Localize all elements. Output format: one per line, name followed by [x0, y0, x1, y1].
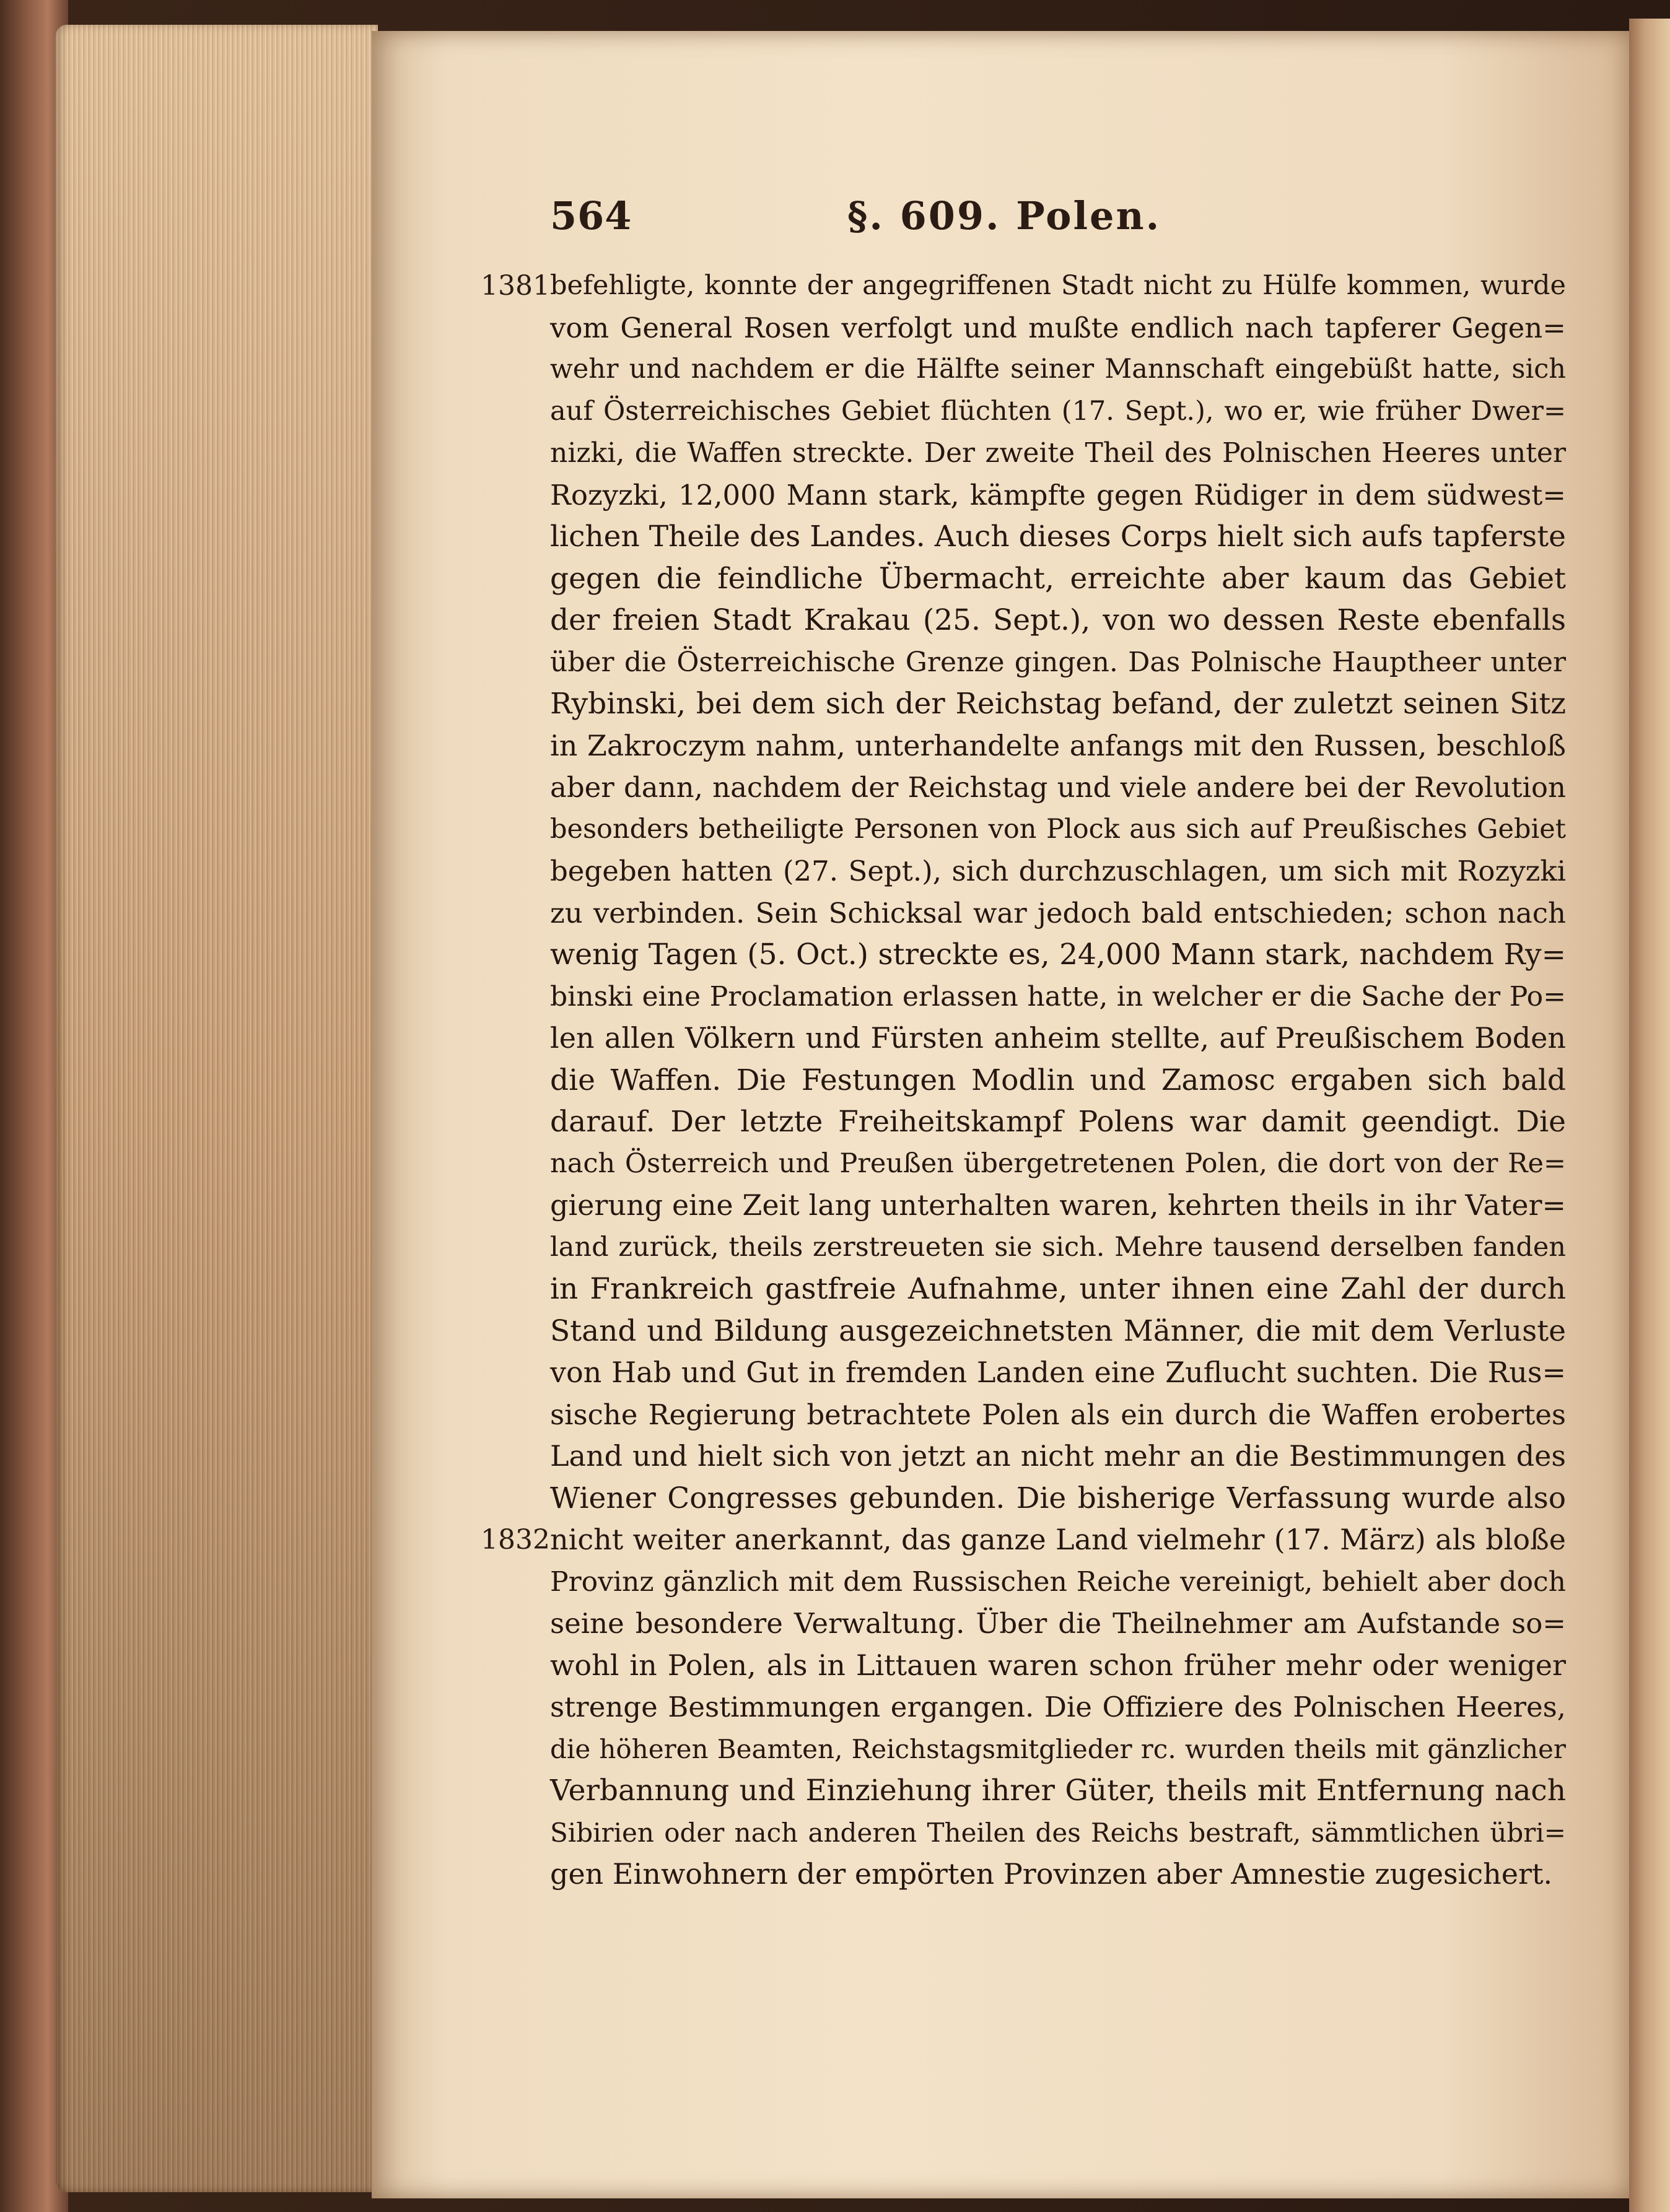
text-line: Sibirien oder nach anderen Theilen des Reichs bestraft, sämmtlichen übri= — [550, 1817, 1566, 1848]
margin-year: 1381 — [481, 270, 550, 302]
text-line: Wiener Congresses gebunden. Die bisherige Verfassung wurde also — [550, 1481, 1566, 1515]
text-line: aber dann, nachdem der Reichstag und viele andere bei der Revolution — [550, 771, 1566, 804]
text-line: Land und hielt sich von jetzt an nicht mehr an die Bestimmungen des — [550, 1439, 1566, 1473]
text-line: gegen die feindliche Übermacht, erreichte aber kaum das Gebiet — [550, 561, 1566, 596]
text-line: begeben hatten (27. Sept.), sich durchzuschlagen, um sich mit Rozyzki — [550, 855, 1566, 887]
text-line: Rybinski, bei dem sich der Reichstag befand, der zuletzt seinen Sitz — [550, 687, 1566, 721]
page-stack-edge — [56, 25, 378, 2192]
facing-page-edge — [1629, 19, 1670, 2212]
text-line: von Hab und Gut in fremden Landen eine Zuflucht suchten. Die Rus= — [550, 1356, 1566, 1389]
text-line: über die Österreichische Grenze gingen. Das Polnische Hauptheer unter — [550, 646, 1566, 678]
text-line: darauf. Der letzte Freiheitskampf Polens war damit geendigt. Die — [550, 1105, 1566, 1139]
text-line: nach Österreich und Preußen übergetretenen Polen, die dort von der Re= — [550, 1147, 1566, 1179]
text-line: vom General Rosen verfolgt und mußte endlich nach tapferer Gegen= — [550, 311, 1566, 344]
text-line: auf Österreichisches Gebiet flüchten (17. Sept.), wo er, wie früher Dwer= — [550, 395, 1566, 427]
text-line: land zurück, theils zerstreueten sie sich. Mehre tausend derselben fanden — [550, 1231, 1566, 1263]
text-line: Rozyzki, 12,000 Mann stark, kämpfte gegen Rüdiger in dem südwest= — [550, 478, 1566, 512]
text-line: die Waffen. Die Festungen Modlin und Zamosc ergaben sich bald — [550, 1063, 1566, 1097]
text-line: 1381 befehligte, konnte der angegriffenen Stadt nicht zu Hülfe kommen, wurde — [550, 265, 1566, 307]
text-line: Provinz gänzlich mit dem Russischen Reiche vereinigt, behielt aber doch — [550, 1565, 1566, 1598]
text-line: wehr und nachdem er die Hälfte seiner Mannschaft eingebüßt hatte, sich — [550, 354, 1566, 385]
text-line: Stand und Bildung ausgezeichnetsten Männer, die mit dem Verluste — [550, 1313, 1566, 1348]
text-line: sische Regierung betrachtete Polen als ein durch die Waffen erobertes — [550, 1398, 1566, 1431]
body-text — [481, 265, 1566, 1896]
margin-year: 1832 — [481, 1524, 550, 1556]
text-line: 1832 nicht weiter anerkannt, das ganze Land vielmehr (17. März) als bloße — [550, 1519, 1566, 1561]
text-line: Verbannung und Einziehung ihrer Güter, theils mit Entfernung nach — [550, 1774, 1566, 1808]
text-line: len allen Völkern und Fürsten anheim stellte, auf Preußischem Boden — [550, 1021, 1566, 1055]
text-line: zu verbinden. Sein Schicksal war jedoch bald entschieden; schon nach — [550, 896, 1566, 930]
text-line: binski eine Proclamation erlassen hatte, in welcher er die Sache der Po= — [550, 980, 1566, 1012]
text-line: der freien Stadt Krakau (25. Sept.), von wo dessen Reste ebenfalls — [550, 603, 1566, 637]
section-title: §. 609. Polen. — [847, 193, 1161, 238]
text-line: in Zakroczym nahm, unterhandelte anfangs mit den Russen, beschloß — [550, 728, 1566, 762]
text-line: gierung eine Zeit lang unterhalten waren, kehrten theils in ihr Vater= — [550, 1188, 1566, 1222]
text-line: in Frankreich gastfreie Aufnahme, unter ihnen eine Zahl der durch — [550, 1272, 1566, 1306]
text-line: nizki, die Waffen streckte. Der zweite Theil des Polnischen Heeres unter — [550, 437, 1566, 469]
running-header — [550, 193, 1207, 243]
text-line: wenig Tagen (5. Oct.) streckte es, 24,000 Mann stark, nachdem Ry= — [550, 938, 1566, 972]
page-number: 564 — [550, 193, 632, 238]
text-line: gen Einwohnern der empörten Provinzen aber Amnestie zugesichert. — [550, 1857, 1553, 1891]
text-line: lichen Theile des Landes. Auch dieses Corps hielt sich aufs tapferste — [550, 520, 1566, 554]
text-line: besonders betheiligte Personen von Plock aus sich auf Preußisches Gebiet — [550, 813, 1566, 845]
text-line: strenge Bestimmungen ergangen. Die Offiziere des Polnischen Heeres, — [550, 1691, 1566, 1723]
text-line: wohl in Polen, als in Littauen waren schon früher mehr oder weniger — [550, 1648, 1566, 1682]
text-line: seine besondere Verwaltung. Über die Theilnehmer am Aufstande so= — [550, 1607, 1566, 1640]
text-line: die höheren Beamten, Reichstagsmitglieder rc. wurden theils mit gänzlicher — [550, 1733, 1566, 1764]
